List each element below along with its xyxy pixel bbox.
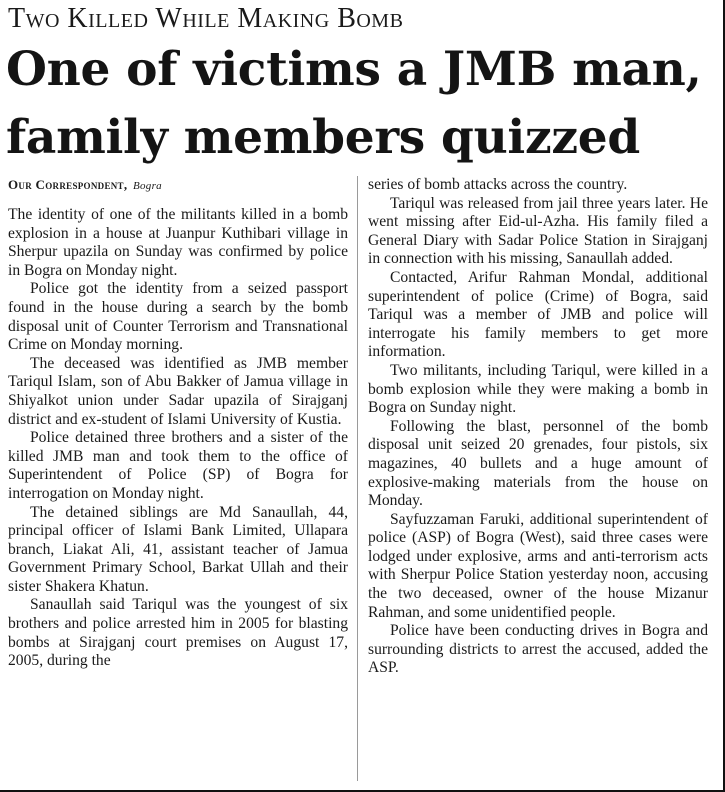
article-column-right	[368, 176, 708, 678]
article-column-left	[8, 176, 348, 671]
article-kicker: Two Killed While Making Bomb	[8, 3, 404, 34]
article-paragraph: The identity of one of the militants killed in a bomb explosion in a house at Juanpur Kuthibari village in Sherpur upazila on Sunday was confirmed by police in Bogra on Monday night.	[8, 206, 348, 279]
article-paragraph: Contacted, Arifur Rahman Mondal, additional superintendent of police (Crime) of Bogra, said Tariqul was a member of JMB and police will interrogate his family members to get more information.	[368, 268, 708, 361]
headline-line-2: family members quizzed	[6, 110, 640, 165]
byline	[8, 176, 348, 195]
byline-author: Our Correspondent,	[8, 177, 128, 192]
article-paragraph: Tariqul was released from jail three years later. He went missing after Eid-ul-Azha. His family filed a General Diary with Sadar Police Station in Sirajganj in connection with his missing, Sanaullah added.	[368, 194, 708, 268]
article-paragraph: Following the blast, personnel of the bomb disposal unit seized 20 grenades, four pistols, six magazines, 40 bullets and a huge amount of explosive-making materials from the house on Monday.	[368, 417, 708, 510]
headline-line-1: One of victims a JMB man,	[6, 42, 702, 97]
article-paragraph: Sayfuzzaman Faruki, additional superintendent of police (ASP) of Bogra (West), said three cases were lodged under explosive, arms and anti-terrorism acts with Sherpur Police Station yesterday noon, accusing the two deceased, owner of the house Mizanur Rahman, and some unidentified people.	[368, 510, 708, 621]
byline-place: Bogra	[132, 180, 162, 192]
article-paragraph: The detained siblings are Md Sanaullah, 44, principal officer of Islami Bank Limited, Ullapara branch, Liakat Ali, 41, assistant teacher of Jamua Government Primary School, Barkat Ullah and their sister Shakera Khatun.	[8, 503, 348, 595]
article-paragraph: Police got the identity from a seized passport found in the house during a search by the bomb disposal unit of Counter Terrorism and Transnational Crime on Monday morning.	[8, 280, 348, 354]
article-headline	[6, 36, 718, 172]
column-divider	[357, 176, 358, 781]
article-paragraph: Sanaullah said Tariqul was the youngest of six brothers and police arrested him in 2005 for blasting bombs at Sirajganj court premises on August 17, 2005, during the	[8, 596, 348, 670]
article-paragraph: Two militants, including Tariqul, were killed in a bomb explosion while they were making a bomb in Bogra on Sunday night.	[368, 361, 708, 417]
article-paragraph: Police have been conducting drives in Bogra and surrounding districts to arrest the accused, added the ASP.	[368, 622, 708, 677]
article-paragraph: The deceased was identified as JMB member Tariqul Islam, son of Abu Bakker of Jamua village in Shiyalkot union under Sadar upazila of Sirajganj district and ex-student of Islami University of Kustia.	[8, 354, 348, 428]
article-paragraph: Police detained three brothers and a sister of the killed JMB man and took them to the office of Superintendent of Police (SP) of Bogra for interrogation on Monday night.	[8, 429, 348, 502]
article-paragraph-continued: series of bomb attacks across the country.	[368, 176, 628, 193]
